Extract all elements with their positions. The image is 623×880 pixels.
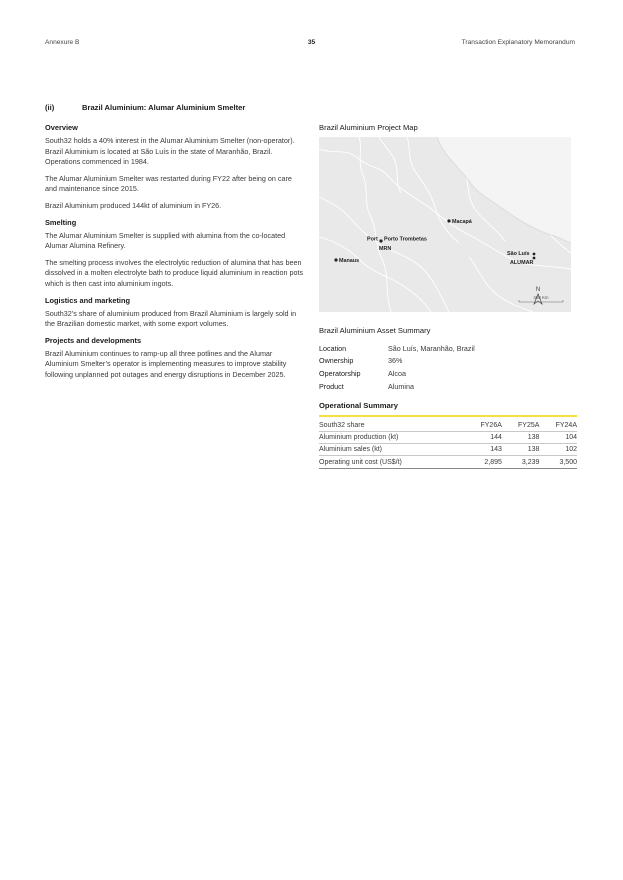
page-number: 35: [307, 39, 316, 46]
table-cell: 144: [464, 432, 502, 444]
table-cell: Aluminium production (kt): [319, 432, 464, 444]
asset-row-product: [319, 380, 577, 393]
right-column: [319, 123, 577, 469]
table-cell: 2,895: [464, 456, 502, 468]
asset-row-ownership: [319, 355, 577, 368]
asset-value: Alcoa: [388, 368, 406, 378]
asset-value: Alumina: [388, 381, 414, 391]
table-cell: Operating unit cost (US$/t): [319, 456, 464, 468]
overview-paragraph-3: Brazil Aluminium produced 144kt of aluminium in FY26.: [45, 200, 222, 210]
section-number: (ii): [45, 103, 55, 112]
asset-value: São Luís, Maranhão, Brazil: [388, 343, 475, 353]
porto-trombetas-label: Porto Trombetas: [384, 236, 427, 243]
macapa-marker: [447, 219, 450, 222]
overview-paragraph-1: South32 holds a 40% interest in the Alumar Aluminium Smelter (non-operator). Brazil Aluminium is located at São Luís in the state of Maranhão, Brazil. Operations commenced in 1984.: [45, 136, 295, 167]
alumar-marker: [533, 257, 536, 260]
smelting-heading: Smelting: [45, 217, 77, 227]
smelting-paragraph-1: The Alumar Aluminium Smelter is supplied with alumina from the co-located Alumar Alumina Refinery.: [45, 230, 286, 251]
table-cell: 102: [539, 444, 577, 456]
overview-paragraph-2: The Alumar Aluminium Smelter was restarted during FY22 after being on care and maintenance since 2015.: [45, 173, 292, 194]
asset-key: Ownership: [319, 356, 354, 366]
asset-row-location: [319, 342, 577, 355]
section-title-text: Brazil Aluminium: Alumar Aluminium Smelter: [82, 103, 246, 112]
smelting-paragraph-2: The smelting process involves the electrolytic reduction of alumina that has been dissolved in a molten electrolyte bath to produce liquid aluminium in reaction pots which is then cast into aluminium ingots.: [45, 257, 304, 288]
north-label: N: [535, 287, 541, 293]
macapa-label: Macapá: [452, 219, 472, 225]
section-title: [45, 103, 245, 112]
asset-summary: [319, 342, 577, 392]
overview-heading: Overview: [45, 123, 78, 132]
table-cell: 138: [502, 432, 540, 444]
table-cell: 104: [539, 432, 577, 444]
alumar-label: ALUMAR: [510, 260, 534, 266]
asset-key: Location: [319, 343, 347, 353]
port-label: Port: [367, 236, 378, 243]
porto-trombetas-marker: [379, 239, 382, 242]
table-row: [319, 444, 577, 456]
operational-summary-table: [319, 419, 577, 468]
map-title: Brazil Aluminium Project Map: [319, 123, 418, 132]
table-cell: 143: [464, 444, 502, 456]
project-map: [319, 137, 571, 312]
asset-row-operatorship: [319, 367, 577, 380]
table-cell: 3,239: [502, 456, 540, 468]
map-graphic: [319, 137, 571, 312]
operational-summary-title: Operational Summary: [319, 401, 577, 417]
header-right: Transaction Explanatory Memorandum: [461, 39, 575, 46]
projects-heading: Projects and developments: [45, 335, 142, 345]
table-row: [319, 432, 577, 444]
mrn-label: MRN: [379, 246, 392, 252]
asset-key: Operatorship: [319, 368, 361, 378]
table-row: [319, 456, 577, 468]
logistics-paragraph-1: South32’s share of aluminium produced from Brazil Aluminium is largely sold in the Brazilian domestic market, with some export volumes.: [45, 308, 297, 329]
column-header: South32 share: [319, 419, 464, 431]
table-cell: 138: [502, 444, 540, 456]
manaus-marker: [334, 258, 337, 261]
header-left: Annexure B: [45, 39, 80, 46]
table-header-row: [319, 419, 577, 431]
asset-summary-title: Brazil Aluminium Asset Summary: [319, 326, 431, 335]
sao-luis-label: São Luís: [507, 251, 530, 257]
scale-label: 400 Km: [533, 295, 549, 300]
projects-paragraph-1: Brazil Aluminium continues to ramp-up all three potlines and the Alumar Aluminium Smelter’s operator is implementing measures to improve stability following unplanned pot outages and energy disruptions in December 2025.: [45, 348, 287, 379]
column-header: FY25A: [502, 419, 540, 431]
logistics-heading: Logistics and marketing: [45, 295, 131, 305]
table-cell: 3,500: [539, 456, 577, 468]
sao-luis-marker: [533, 253, 536, 256]
column-header: FY24A: [539, 419, 577, 431]
asset-value: 36%: [388, 356, 403, 366]
asset-key: Product: [319, 381, 344, 391]
table-cell: Aluminium sales (kt): [319, 444, 464, 456]
left-column: [45, 123, 305, 387]
manaus-label: Manaus: [339, 258, 360, 264]
column-header: FY26A: [464, 419, 502, 431]
